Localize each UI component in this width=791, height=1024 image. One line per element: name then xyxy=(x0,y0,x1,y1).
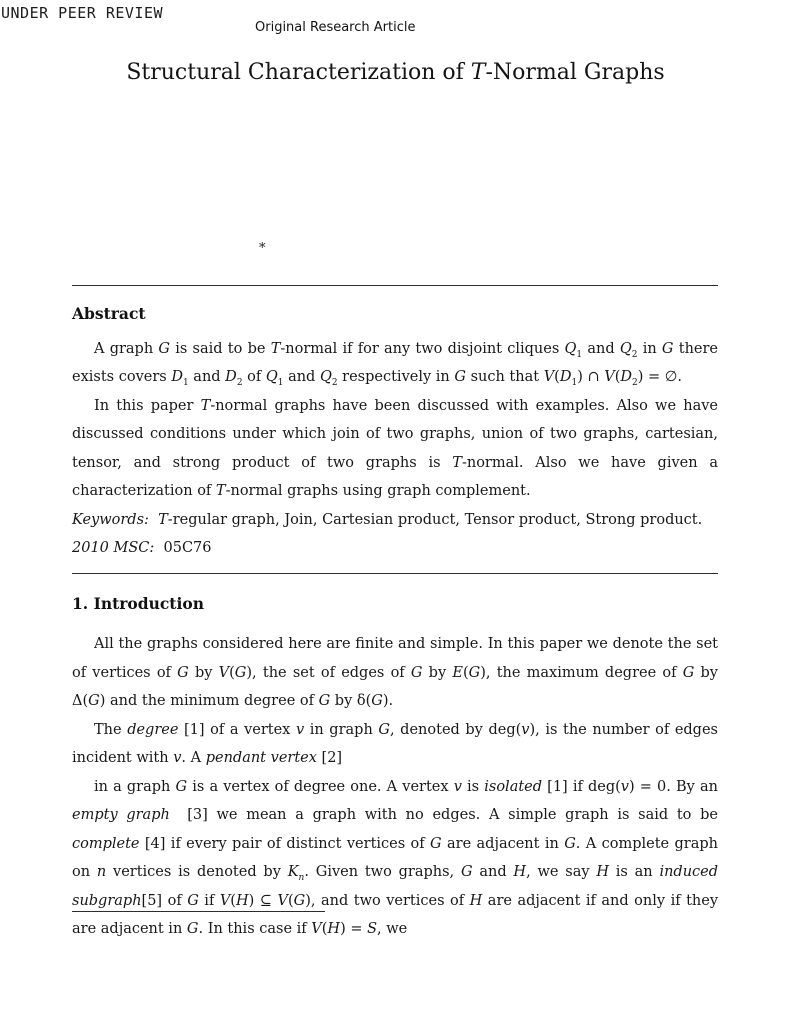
intro-paragraph-1: All the graphs considered here are finite and simple. In this paper we denote the set of vertices of G by V(G), the set of edges of G by E(G), the maximum degree of G by Δ(G) and the minimum degree of G by δ(G). xyxy=(72,636,718,709)
paper-title: Structural Characterization of T-Normal Graphs xyxy=(126,60,665,85)
keywords-line: Keywords: T-regular graph, Join, Cartesian product, Tensor product, Strong product. xyxy=(72,511,703,528)
article-type-label: Original Research Article xyxy=(255,20,416,35)
abstract-paragraph-2: In this paper T-normal graphs have been discussed with examples. Also we have discussed conditions under which join of two graphs, union of two graphs, cartesian, tensor, and strong product of two graphs is T-normal. Also we have given a characterization of T-normal graphs using graph complement. xyxy=(72,397,719,499)
paper-body xyxy=(72,283,718,944)
intro-paragraph-3: in a graph G is a vertex of degree one. A vertex v is isolated [1] if deg(v) = 0. By an empty graph [3] we mean a graph with no edges. A simple graph is said to be complete [4] if every pair of distinct vertices of G are adjacent in G. A complete graph on n vertices is denoted by $K_n$. Given two graphs, G and H, we say H is an induced subgraph[5] of G if V(H) ⊆ V(G), and two vertices of H are adjacent if and only if they are adjacent in G. In this case if V(H) = S, we xyxy=(72,778,719,937)
introduction-heading: 1. Introduction xyxy=(72,593,204,613)
abstract-top-rule xyxy=(72,285,718,286)
abstract-heading: Abstract xyxy=(72,304,146,323)
footnote-rule xyxy=(72,911,325,912)
intro-paragraph-2: The degree [1] of a vertex v in graph G, denoted by deg(v), is the number of edges incident with v. A pendant vertex [2] xyxy=(72,721,718,766)
abstract-paragraph-1: A graph G is said to be T-normal if for any two disjoint cliques $Q_1$ and $Q_2$ in G there exists covers $D_1$ and $D_2$ of $Q_1$ and $Q_2$ respectively in G such that $V(D_1)$ ∩ $V(D_2)$ = ∅. xyxy=(72,340,719,388)
author-footnote-marker: * xyxy=(259,241,266,256)
msc-line: 2010 MSC: 05C76 xyxy=(72,540,212,556)
peer-review-banner: UNDER PEER REVIEW xyxy=(1,4,164,22)
abstract-bottom-rule xyxy=(72,573,718,574)
